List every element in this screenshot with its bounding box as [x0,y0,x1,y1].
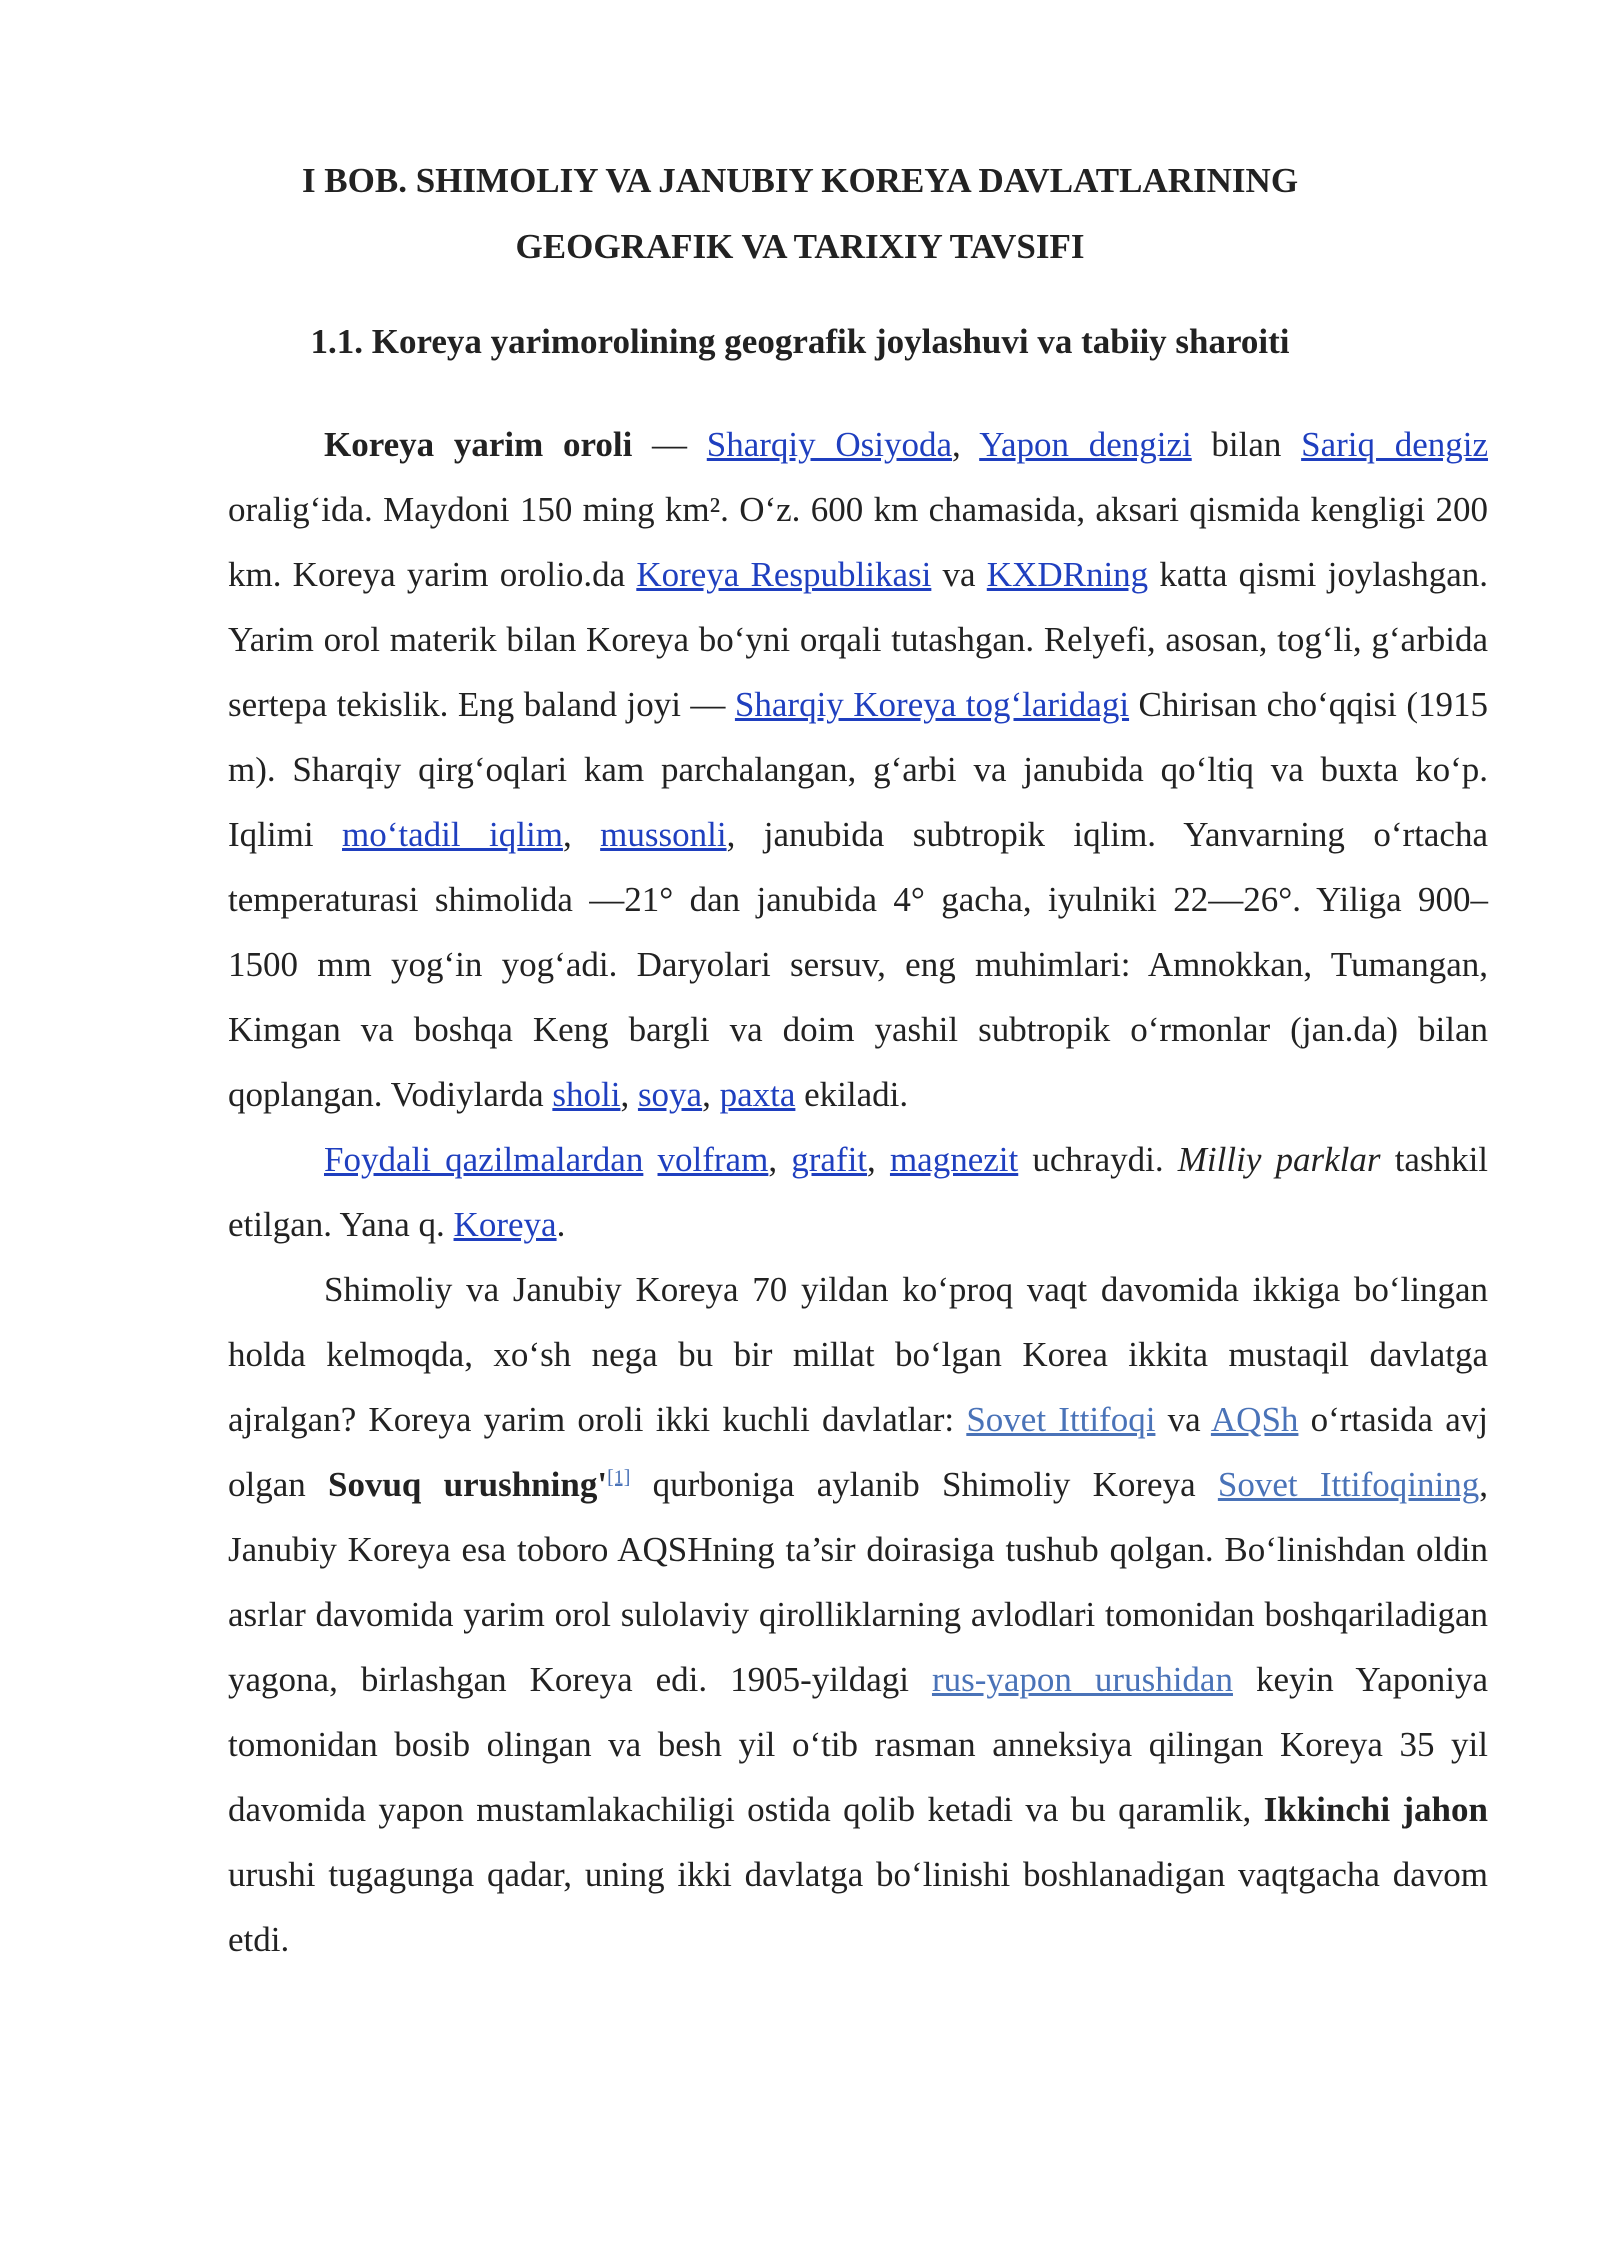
bold-term-sovuq-urush: Sovuq urushning' [328,1465,608,1504]
text-run: , [562,815,601,854]
link-grafit[interactable]: grafit [791,1140,868,1179]
footnote-link[interactable]: [1] [607,1466,631,1489]
link-sharqiy-koreya-toglari[interactable]: Sharqiy Koreya tog‘laridagi [734,685,1130,724]
text-run: . [556,1205,566,1244]
lead-term: Koreya yarim oroli [324,425,633,464]
text-run: , [768,1140,792,1179]
paragraph-geography [228,412,1488,1127]
text-run: — [632,425,707,464]
text-run: va [931,555,987,594]
link-koreya-respublikasi[interactable]: Koreya Respublikasi [636,555,932,594]
chapter-title-line-1: I BOB. SHIMOLIY VA JANUBIY KOREYA DAVLATLARINING [301,161,1299,200]
text-run: o‘rtasida avj olgan [228,1400,1488,1504]
text-run: va [1155,1400,1211,1439]
text-run: katta qismi joylashgan. Yarim orol materik bilan Koreya bo‘yni orqali tutashgan. Relyefi, asosan, tog‘li, g‘arbida sertepa tekislik. Eng baland joyi — [228,555,1488,724]
link-sariq-dengiz[interactable]: Sariq dengiz [1301,425,1489,464]
text-run: Chirisan cho‘qqisi (1915 m). Sharqiy qirg‘oqlari kam parchalangan, g‘arbi va janubida qo‘ltiq va buxta ko‘p. Iqlimi [228,685,1489,854]
chapter-title-line-2: GEOGRAFIK VA TARIXIY TAVSIFI [515,227,1085,266]
section-title: 1.1. Koreya yarimorolining geografik joylashuvi va tabiiy sharoiti [310,322,1290,361]
link-magnezit[interactable]: magnezit [889,1140,1019,1179]
chapter-title [0,148,1600,280]
link-rus-yapon-urushidan[interactable]: rus-yapon urushidan [931,1660,1233,1699]
text-run: tashkil etilgan. Yana q. [228,1140,1489,1244]
text-run: keyin Yaponiya tomonidan bosib olingan va besh yil o‘tib rasman anneksiya qilingan Koreya 35 yil davomida yapon mustamlakachiligi ostida qolib ketadi va bu qaramlik, [228,1660,1488,1829]
text-run: , Janubiy Koreya esa toboro AQSHning ta’sir doirasiga tushub qolgan. Bo‘linishdan oldin asrlar davomida yarim orol sulolaviy qirolliklarning avlodlari tomonidan boshqariladigan yagona, birlashgan Koreya edi. 1905-yildagi [228,1465,1488,1699]
text-run: uchraydi. [1018,1140,1178,1179]
link-motadil-iqlim[interactable]: mo‘tadil iqlim [342,815,563,854]
bold-term-ikkinchi-jahon: Ikkinchi jahon [1263,1790,1488,1829]
link-mussonli[interactable]: mussonli [600,815,727,854]
link-kxdrning[interactable]: KXDRning [986,555,1149,594]
text-run [643,1140,657,1179]
paragraph-minerals [228,1127,1488,1257]
text-run: oralig‘ida. Maydoni 150 ming km². O‘z. 600 km chamasida, aksari qismida kengligi 200 km. Koreya yarim orolio.da [228,490,1488,594]
text-run: bilan [1191,425,1302,464]
link-soya[interactable]: soya [637,1075,703,1114]
text-run: , [867,1140,890,1179]
text-run: , [952,425,980,464]
link-volfram[interactable]: volfram [657,1140,769,1179]
text-run: qurboniga aylanib Shimoliy Koreya [630,1465,1218,1504]
text-run: ekiladi. [795,1075,909,1114]
text-run: , [702,1075,720,1114]
italic-term: Milliy parklar [1177,1140,1381,1179]
link-sholi[interactable]: sholi [552,1075,621,1114]
link-sovet-ittifoqi[interactable]: Sovet Ittifoqi [966,1400,1156,1439]
body-text [228,412,1488,1972]
link-sovet-ittifoqining[interactable]: Sovet Ittifoqining [1217,1465,1480,1504]
link-aqsh[interactable]: AQSh [1210,1400,1299,1439]
text-run: urushi tugagunga qadar, uning ikki davlatga bo‘linishi boshlanadigan vaqtgacha davom etdi. [228,1855,1488,1959]
text-run: , [620,1075,638,1114]
link-koreya[interactable]: Koreya [453,1205,557,1244]
text-run: , janubida subtropik iqlim. Yanvarning o‘rtacha temperaturasi shimolida —21° dan janubida 4° gacha, iyulniki 22—26°. Yiliga 900– 1500 mm yog‘in yog‘adi. Daryolari sersuv, eng muhimlari: Amnokkan, Tumangan, Kimgan va boshqa Keng bargli va doim yashil subtropik o‘rmonlar (jan.da) bilan qoplangan. Vodiylarda [228,815,1488,1114]
link-foydali-qazilmalardan[interactable]: Foydali qazilmalardan [324,1140,644,1179]
link-yapon-dengizi[interactable]: Yapon dengizi [979,425,1192,464]
link-sharqiy-osiyoda[interactable]: Sharqiy Osiyoda [706,425,953,464]
text-run: Shimoliy va Janubiy Koreya 70 yildan ko‘proq vaqt davomida ikkiga bo‘lingan holda kelmoqda, xo‘sh nega bu bir millat bo‘lgan Korea ikkita mustaqil davlatga ajralgan? Koreya yarim oroli ikki kuchli davlatlar: [228,1270,1488,1439]
link-paxta[interactable]: paxta [719,1075,796,1114]
paragraph-history [228,1257,1488,1972]
